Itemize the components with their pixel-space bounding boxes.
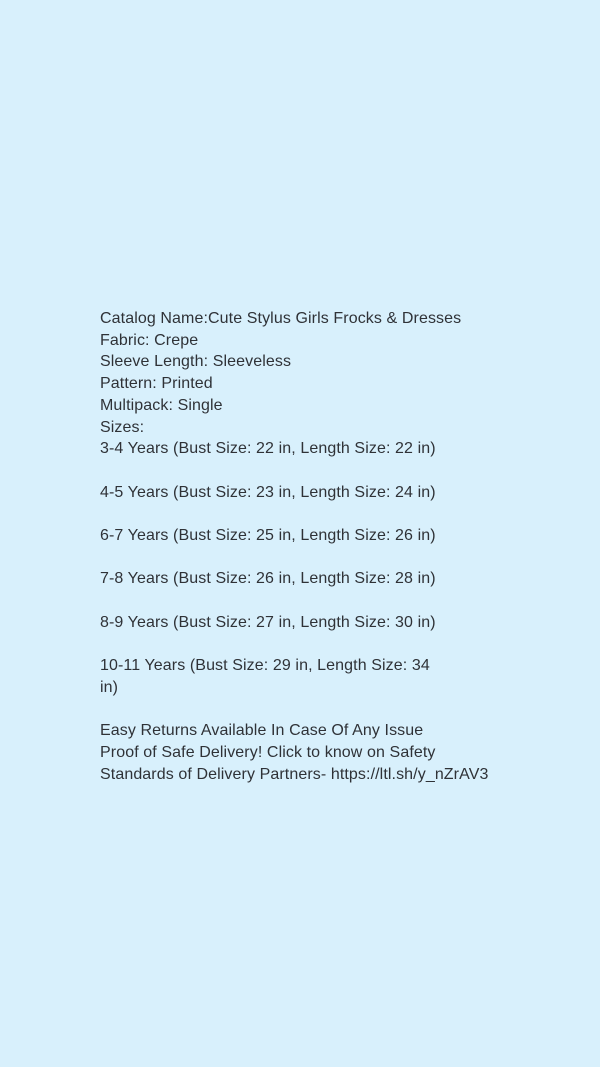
size-line: 4-5 Years (Bust Size: 23 in, Length Size: 24 in) bbox=[100, 483, 436, 501]
catalog-details bbox=[100, 308, 520, 438]
size-item bbox=[100, 655, 520, 698]
detail-line: Sizes: bbox=[100, 418, 145, 436]
footer-note bbox=[100, 720, 520, 785]
detail-line: Pattern: Printed bbox=[100, 375, 213, 393]
size-item bbox=[100, 525, 520, 547]
size-item bbox=[100, 438, 520, 460]
size-line: in) bbox=[100, 678, 119, 696]
size-line: 6-7 Years (Bust Size: 25 in, Length Size: 26 in) bbox=[100, 527, 436, 544]
size-item bbox=[100, 612, 520, 634]
detail-line: Catalog Name:Cute Stylus Girls Frocks & Dresses bbox=[100, 310, 462, 327]
size-line: 3-4 Years (Bust Size: 22 in, Length Size: 22 in) bbox=[100, 440, 436, 458]
size-item bbox=[100, 568, 520, 590]
size-list bbox=[100, 438, 520, 698]
detail-line: Fabric: Crepe bbox=[100, 331, 199, 349]
size-line: 10-11 Years (Bust Size: 29 in, Length Size: 34 bbox=[100, 657, 430, 675]
detail-line: Sleeve Length: Sleeveless bbox=[100, 353, 292, 371]
size-line: 7-8 Years (Bust Size: 26 in, Length Size: 28 in) bbox=[100, 570, 436, 588]
footer-line: Standards of Delivery Partners- https://ltl.sh/y_nZrAV3 bbox=[100, 765, 489, 783]
size-line: 8-9 Years (Bust Size: 27 in, Length Size: 30 in) bbox=[100, 613, 436, 631]
description-text bbox=[100, 308, 520, 785]
size-item bbox=[100, 482, 520, 504]
detail-line: Multipack: Single bbox=[100, 396, 223, 414]
footer-line: Easy Returns Available In Case Of Any Issue bbox=[100, 722, 424, 740]
footer-line: Proof of Safe Delivery! Click to know on Safety bbox=[100, 743, 436, 761]
